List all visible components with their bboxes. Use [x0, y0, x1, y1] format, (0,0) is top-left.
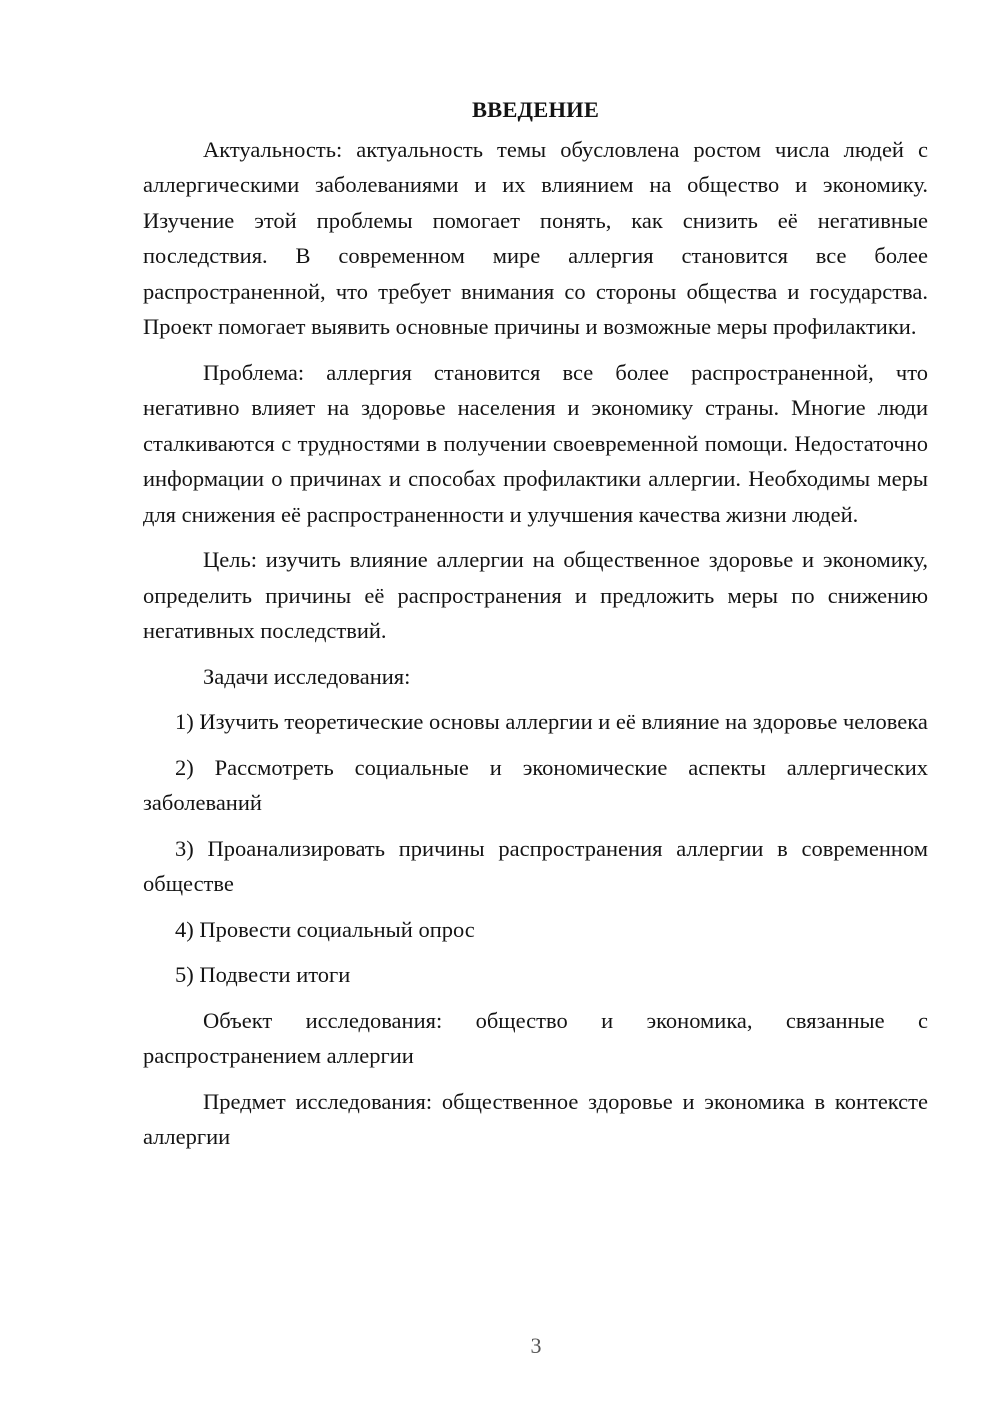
tasks-heading: Задачи исследования: [203, 663, 411, 689]
page-number: 3 [530, 1333, 542, 1358]
task-item-1: 1) Изучить теоретические основы аллергии и её влияние на здоровье человека [175, 709, 928, 734]
page-content [143, 92, 928, 1165]
paragraph-relevance: Актуальность: актуальность темы обусловлена ростом числа людей с аллергическими заболеваниями и их влиянием на общество и экономику. Изучение этой проблемы помогает понять, как снизить её негативные последствия. В современном мире аллергия становится все более распространенной, что требует внимания со стороны общества и государства. Проект помогает выявить основные причины и возможные меры профилактики. [143, 136, 928, 339]
task-item-4: 4) Провести социальный опрос [175, 916, 475, 942]
task-item-3: 3) Проанализировать причины распространения аллергии в современном обществе [143, 835, 928, 896]
paragraph-goal: Цель: изучить влияние аллергии на общественное здоровье и экономику, определить причины её распространения и предложить меры по снижению негативных последствий. [143, 547, 928, 643]
paragraph-subject: Предмет исследования: общественное здоровье и экономика в контексте аллергии [143, 1088, 928, 1149]
task-item-2: 2) Рассмотреть социальные и экономические аспекты аллергических заболеваний [143, 754, 928, 815]
paragraph-object: Объект исследования: общество и экономика, связанные с распространением аллергии [143, 1007, 928, 1068]
paragraph-problem: Проблема: аллергия становится все более распространенной, что негативно влияет на здоровье населения и экономику страны. Многие люди сталкиваются с трудностями в получении своевременной помощи. Недостаточно информации о причинах и способах профилактики аллергии. Необходимы меры для снижения её распространенности и улучшения качества жизни людей. [143, 359, 928, 527]
page-title: ВВЕДЕНИЕ [471, 97, 600, 122]
task-item-5: 5) Подвести итоги [175, 962, 351, 987]
